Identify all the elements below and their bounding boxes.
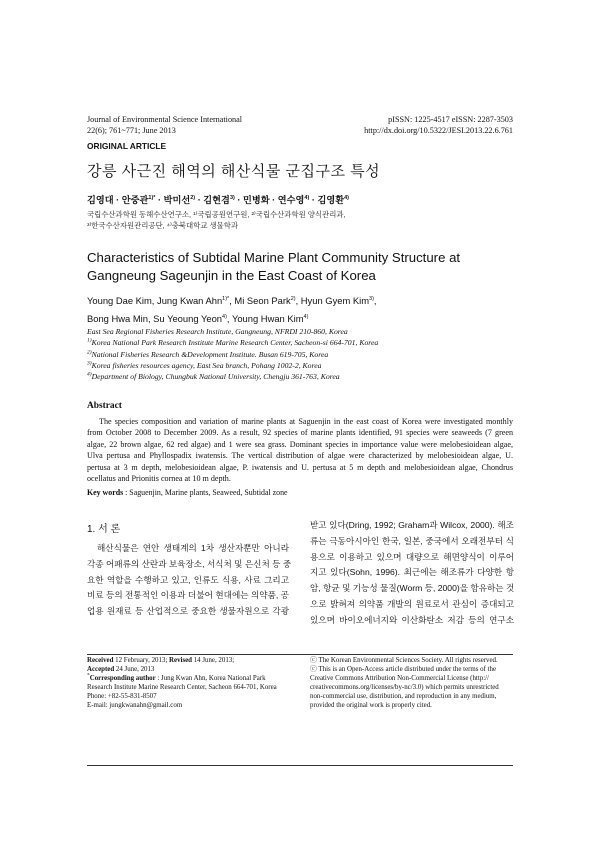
- body-line: 비료 등의 전통적인 이용과 더불어 현대에는 의약품, 공: [87, 590, 289, 601]
- body-line: 업용 원재료 등 산업적으로 중요한 생물자원으로 각광: [87, 606, 289, 617]
- affil-en-sup: 4): [87, 371, 92, 378]
- body-line: 각종 어패류의 산란과 보육장소, 서식처 및 은신처 등 중: [87, 558, 292, 569]
- affil-en-line: [87, 371, 378, 382]
- body-column-left: [87, 541, 292, 620]
- corr-line: E-mail: jungkwanahn@gmail.com: [87, 701, 183, 709]
- affil-en-sup: 2): [87, 349, 92, 356]
- affil-en-line: [87, 337, 378, 348]
- abstract-line: pertusa at 3 m depth, melobesioidean algae, P. iwatensis and U. pertusa at 5 m depth and melobesioidean algae, Chondrus: [87, 462, 513, 472]
- author-kr-sup: 4): [344, 194, 349, 201]
- affil-en-text: East Sea Regional Fisheries Research Institute, Gangneung, NFRDI 210-860, Korea: [87, 327, 348, 336]
- author-kr-sup: 1)*: [148, 194, 156, 201]
- title-english: [87, 249, 460, 284]
- abstract-line: The species composition and variation of marine plants at Saguenjin in the east coast of Korea were investigated monthly: [99, 417, 513, 426]
- authors-english: [87, 292, 377, 327]
- journal-header-left: [87, 115, 242, 136]
- title-en-line: Gangneung Sageunjin in the East Coast of Korea: [87, 267, 376, 283]
- abstract-heading: Abstract: [87, 401, 122, 411]
- keywords: [87, 488, 288, 497]
- author-en-name: Bong Hwa Min, Su Yeoung Yeon: [87, 312, 223, 324]
- author-en-sup: 3): [369, 295, 374, 302]
- author-kr-name: 김영대 · 안중관: [87, 195, 149, 205]
- journal-header-right: [364, 115, 513, 136]
- accepted-line: Accepted 24 June, 2013: [87, 665, 155, 673]
- author-en-name: , Hyun Gyem Kim: [295, 295, 370, 306]
- affil-kr-line: ³⁾한국수산자원관리공단, ⁴⁾충북대학교 생물학과: [87, 221, 239, 230]
- author-kr-name: · 김영환: [309, 195, 345, 205]
- author-en-name: , Young Hwan Kim: [226, 312, 304, 324]
- author-en-name: , Mi Seon Park: [229, 295, 291, 306]
- author-kr-sup: 4): [304, 194, 310, 201]
- affil-en-line: [87, 326, 378, 337]
- footer-left: [87, 657, 287, 710]
- affil-en-text: Korea fisheries resources agency, East Sea branch, Pohang 1002-2, Korea: [91, 360, 322, 370]
- author-kr-name: · 박미선: [155, 195, 191, 205]
- author-en-name: ,: [373, 295, 377, 306]
- corr-line: Research Institute Marine Research Center, Sacheon 664-701, Korea: [87, 683, 277, 691]
- footer-rule: [87, 654, 513, 655]
- affil-en-line: [87, 349, 378, 360]
- section-heading: 1. 서 론: [87, 524, 121, 535]
- author-en-sup: 4): [222, 313, 227, 320]
- title-korean: 강릉 사근진 해역의 해산식물 군집구조 특성: [87, 163, 381, 180]
- author-en-sup: 4): [303, 313, 309, 320]
- copyright-line: Creative Commons Attribution Non-Commercial License (http://: [310, 674, 489, 682]
- copyright-line: ⓒ This is an Open-Access article distributed under the terms of the: [310, 665, 497, 673]
- author-kr-sup: 2): [190, 194, 196, 201]
- corr-line: : Jung Kwan Ahn, Korea National Park: [155, 674, 266, 682]
- corresponding-author: *Corresponding author : Jung Kwan Ahn, Korea National Park Research Institute Marine Research Center, Sacheon 664-701, Korea Phone: +82-55-831-8507 E-mail: jungkwanahn@gmail.com: [87, 675, 287, 711]
- affil-en-sup: 1): [87, 337, 92, 344]
- keywords-label: Key words: [87, 488, 124, 497]
- body-line: 해산식물은 연안 생태계의 1차 생산자뿐만 아니라: [97, 543, 289, 553]
- author-kr-name: · 김현겸: [195, 195, 230, 205]
- copyright-line: creativecommons.org/licenses/by-nc/3.0) which permits unrestricted: [310, 683, 499, 691]
- received-line: Received 12 February, 2013; Revised 14 June, 2013;: [87, 657, 235, 664]
- affiliations-english: [87, 326, 378, 382]
- body-line: 류는 극동아시아인 한국, 일본, 중국에서 오래전부터 식: [310, 535, 514, 546]
- affiliations-korean: [87, 209, 346, 231]
- affil-en-text: National Fisheries Research &Development Institute. Busan 619-705, Korea: [91, 349, 329, 359]
- author-en-sup: 1)*: [222, 295, 230, 302]
- authors-en-line: [87, 310, 377, 328]
- footer-right-copyright: [310, 657, 514, 710]
- journal-volume: 22(6); 761~771; June 2013: [87, 125, 176, 135]
- affil-en-text: Korea National Park Research Institute Marine Research Center, Sacheon-si 664-701, Korea: [91, 338, 379, 348]
- affil-en-sup: 3): [87, 360, 92, 367]
- doi-link[interactable]: http://dx.doi.org/10.5322/JESI.2013.22.6.761: [364, 125, 513, 135]
- affil-kr-line: 국립수산과학원 동해수산연구소, ¹⁾국립공원연구원, ²⁾국립수산과학원 양식관리과,: [87, 210, 346, 219]
- abstract-line: ocellatus and Prionitis cornea at 10 m depth.: [87, 474, 231, 484]
- body-line: 받고 있다(Dring, 1992; Graham과 Wilcox, 2000). 해조: [310, 520, 514, 530]
- author-kr-name: · 민병화 · 연수영: [234, 195, 305, 205]
- copyright-line: non-commercial use, distribution, and reproduction in any medium,: [310, 692, 497, 700]
- abstract-line: algae, 22 brown algae, 62 red algae) and 1 were sea grass. Dominant species in importance value were melobesioidean algae,: [87, 439, 513, 449]
- authors-en-line: [87, 292, 377, 310]
- author-kr-sup: 3): [229, 194, 235, 201]
- author-en-name: Young Dae Kim, Jung Kwan Ahn: [87, 295, 223, 306]
- body-column-right: [310, 518, 514, 629]
- copyright-line: ⓒ The Korean Environmental Sciences Society. All rights reserved.: [310, 657, 498, 664]
- keywords-text: : Saguenjin, Marine plants, Seaweed, Subtidal zone: [123, 488, 288, 497]
- footer-rule-bottom: [87, 765, 513, 766]
- affil-en-text: Department of Biology, Chungbuk National University, Chengju 361-763, Korea: [91, 372, 340, 382]
- body-line: 있으며 바이오에너지와 이산화탄소 저감 등의 연구소: [310, 614, 514, 625]
- body-line: 암, 항균 및 기능성 물질(Worm 등, 2000)을 함유하는 것: [310, 583, 515, 594]
- corr-line: Phone: +82-55-831-8507: [87, 692, 157, 700]
- copyright-line: provided the original work is properly cited.: [310, 701, 432, 709]
- article-type: ORIGINAL ARTICLE: [87, 141, 167, 151]
- author-en-sup: 2): [290, 295, 296, 302]
- authors-korean: [87, 192, 349, 206]
- abstract-line: Ulva pertusa and Phyllospadix iwatensis. The vertical distribution of algae were characterized by melobesioidean algae, U.: [87, 451, 513, 461]
- affil-en-line: [87, 360, 378, 371]
- body-line: 으로 밝혀져 의약품 개발의 원료로서 관심이 증대되고: [310, 598, 514, 609]
- body-line: 용으로 이용하고 있으며 대량으로 해면양식이 이루어: [310, 551, 514, 562]
- body-line: 요한 역할을 수행하고 있고, 인류도 식용, 사료 그리고: [87, 574, 289, 585]
- journal-name: Journal of Environmental Science International: [87, 115, 243, 124]
- issn: pISSN: 1225-4517 eISSN: 2287-3503: [388, 115, 513, 124]
- body-line: 지고 있다(Sohn, 1996). 최근에는 해조류가 다양한 항: [310, 567, 514, 578]
- title-en-line: Characteristics of Subtidal Marine Plant Community Structure at: [87, 250, 461, 265]
- abstract-line: from October 2008 to December 2009. As a result, 92 species of marine plants identified, 91 species were seaweeds (7 green: [87, 428, 513, 438]
- abstract-body: [87, 416, 513, 484]
